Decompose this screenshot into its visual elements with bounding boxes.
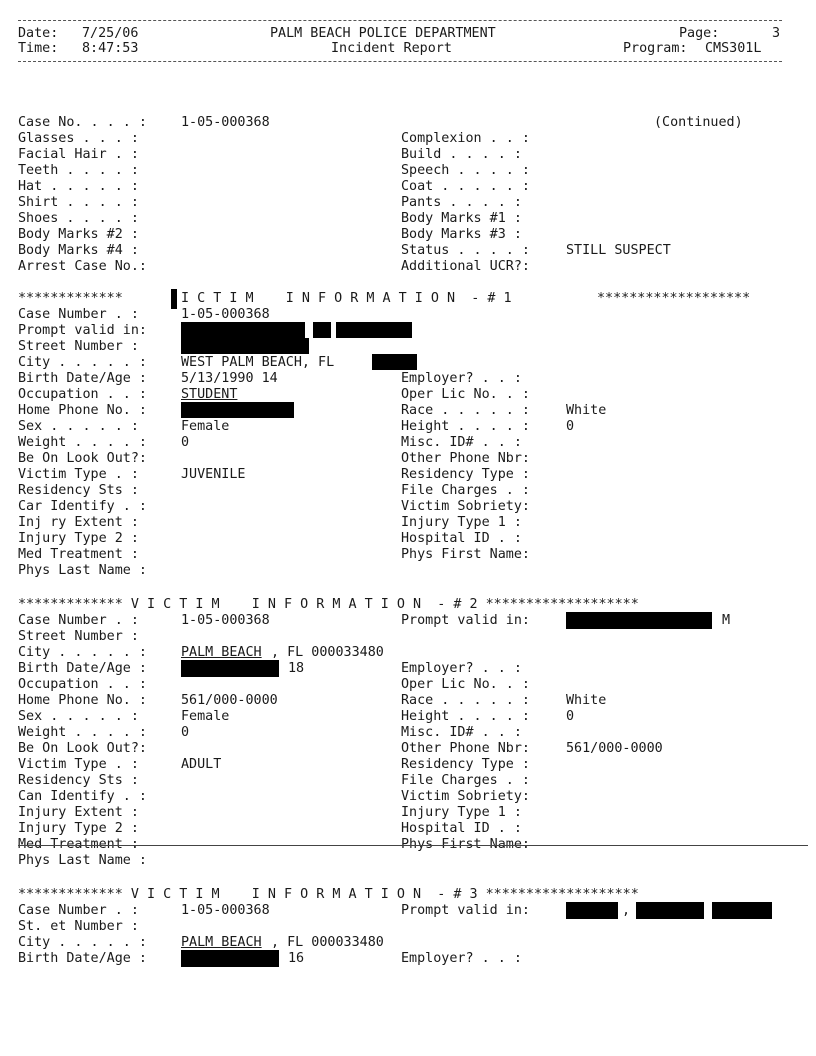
victim2-label: Height . . . . : <box>401 709 530 724</box>
victim1-label: Occupation . . : <box>18 387 147 402</box>
victim3-prompt-label: Prompt valid in: <box>401 903 530 918</box>
redaction-bar <box>336 322 412 338</box>
victim2-banner: ************* V I C T I M I N F O R M A T I O N - # 2 ******************* <box>18 597 639 612</box>
redaction-bar <box>712 902 772 919</box>
victim2-label: Employer? . . : <box>401 661 522 676</box>
suspect-field-label: Pants . . . . : <box>401 195 522 210</box>
victim3-case-number: 1-05-000368 <box>181 903 270 918</box>
victim3-label: Case Number . : <box>18 903 139 918</box>
victim2-city-underlined: PALM BEACH <box>181 645 262 660</box>
suspect-field-label: Body Marks #3 : <box>401 227 522 242</box>
victim3-comma: , <box>622 903 631 918</box>
victim2-label: Hospital ID . : <box>401 821 522 836</box>
redaction-bar <box>181 338 309 354</box>
victim3-label: City . . . . . : <box>18 935 147 950</box>
victim1-label: Sex . . . . . : <box>18 419 139 434</box>
victim1-city: WEST PALM BEACH, FL <box>181 355 335 370</box>
victim2-label: Injury Type 2 : <box>18 821 139 836</box>
header-bottom-rule <box>18 61 782 62</box>
case-no-label: Case No. . . . : <box>18 115 147 130</box>
victim2-label: File Charges . : <box>401 773 530 788</box>
victim1-label: Injury Type 1 : <box>401 515 522 530</box>
victim1-label: Weight . . . . : <box>18 435 147 450</box>
victim3-label: St. et Number : <box>18 919 139 934</box>
victim2-label: Other Phone Nbr: <box>401 741 530 756</box>
victim1-label: Oper Lic No. . : <box>401 387 530 402</box>
victim1-race: White <box>566 403 607 418</box>
victim1-label: Birth Date/Age : <box>18 371 147 386</box>
page-label: Page: <box>679 26 720 41</box>
program-label: Program: <box>623 41 688 56</box>
victim1-label: Hospital ID . : <box>401 531 522 546</box>
victim2-label: Phys First Name: <box>401 837 530 852</box>
victim2-victim-type: ADULT <box>181 757 222 772</box>
victim1-birth-age: 5/13/1990 14 <box>181 371 278 386</box>
victim2-label: Med Treatment : <box>18 837 139 852</box>
victim1-occupation: STUDENT <box>181 387 238 402</box>
victim2-label: Victim Sobriety: <box>401 789 530 804</box>
victim2-prompt-label: Prompt valid in: <box>401 613 530 628</box>
victim2-label: Phys Last Name : <box>18 853 147 868</box>
victim1-label: Be On Look Out?: <box>18 451 147 466</box>
suspect-status-value: STILL SUSPECT <box>566 243 671 258</box>
victim2-label: Sex . . . . . : <box>18 709 139 724</box>
victim1-label: Prompt valid in: <box>18 323 147 338</box>
victim3-city-rest: , FL 000033480 <box>271 935 384 950</box>
victim2-prompt-tail: M <box>722 613 731 628</box>
victim2-label: Injury Type 1 : <box>401 805 522 820</box>
suspect-field-label: Body Marks #2 : <box>18 227 139 242</box>
victim1-label: Victim Type . : <box>18 467 139 482</box>
redaction-bar <box>181 402 294 418</box>
suspect-field-label: Teeth . . . . : <box>18 163 139 178</box>
time-label: Time: <box>18 41 59 56</box>
victim1-label: Residency Sts : <box>18 483 139 498</box>
victim2-label: Misc. ID# . . : <box>401 725 522 740</box>
suspect-field-label: Speech . . . . : <box>401 163 530 178</box>
victim2-city-rest: , FL 000033480 <box>271 645 384 660</box>
victim1-label: Phys Last Name : <box>18 563 147 578</box>
redaction-bar <box>181 660 279 677</box>
redaction-bar <box>372 354 417 370</box>
report-time: 8:47:53 <box>82 41 139 56</box>
victim1-banner-stars-left: ************* <box>18 291 123 306</box>
victim2-label: Residency Type : <box>401 757 530 772</box>
strike-line <box>18 845 808 846</box>
victim2-label: Occupation . . : <box>18 677 147 692</box>
victim1-weight: 0 <box>181 435 190 450</box>
continued-note: (Continued) <box>654 115 743 130</box>
victim2-label: Injury Extent : <box>18 805 139 820</box>
victim2-label: Be On Look Out?: <box>18 741 147 756</box>
header-top-rule <box>18 20 782 21</box>
redaction-bar <box>181 950 279 967</box>
victim1-label: File Charges . : <box>401 483 530 498</box>
suspect-field-label: Facial Hair . : <box>18 147 139 162</box>
victim2-label: City . . . . . : <box>18 645 147 660</box>
report-title: Incident Report <box>331 41 452 56</box>
victim2-sex: Female <box>181 709 230 724</box>
victim2-other-phone: 561/000-0000 <box>566 741 663 756</box>
department-name: PALM BEACH POLICE DEPARTMENT <box>270 26 496 41</box>
victim2-case-number: 1-05-000368 <box>181 613 270 628</box>
victim2-label: Residency Sts : <box>18 773 139 788</box>
scan-mark <box>171 289 177 309</box>
victim1-label: Street Number : <box>18 339 139 354</box>
victim1-height: 0 <box>566 419 575 434</box>
victim2-label: Oper Lic No. . : <box>401 677 530 692</box>
victim2-label: Birth Date/Age : <box>18 661 147 676</box>
redaction-bar <box>566 902 618 919</box>
victim2-home-phone: 561/000-0000 <box>181 693 278 708</box>
page-number: 3 <box>772 26 781 41</box>
victim1-banner-title: I C T I M I N F O R M A T I O N - # 1 <box>181 291 512 306</box>
suspect-field-label: Arrest Case No.: <box>18 259 147 274</box>
suspect-field-label: Shirt . . . . : <box>18 195 139 210</box>
victim1-label: Car Identify . : <box>18 499 147 514</box>
report-date: 7/25/06 <box>82 26 139 41</box>
victim2-race: White <box>566 693 607 708</box>
victim1-label: Phys First Name: <box>401 547 530 562</box>
victim1-label: Inj ry Extent : <box>18 515 139 530</box>
suspect-field-label: Glasses . . . : <box>18 131 139 146</box>
victim1-label: Injury Type 2 : <box>18 531 139 546</box>
redaction-bar <box>566 612 712 629</box>
victim1-label: City . . . . . : <box>18 355 147 370</box>
suspect-field-label: Coat . . . . . : <box>401 179 530 194</box>
redaction-bar <box>313 322 331 338</box>
victim2-height: 0 <box>566 709 575 724</box>
victim1-label: Race . . . . . : <box>401 403 530 418</box>
victim1-label: Height . . . . : <box>401 419 530 434</box>
suspect-field-label: Status . . . . : <box>401 243 530 258</box>
victim1-label: Other Phone Nbr: <box>401 451 530 466</box>
victim2-label: Home Phone No. : <box>18 693 147 708</box>
victim1-label: Employer? . . : <box>401 371 522 386</box>
suspect-field-label: Shoes . . . . : <box>18 211 139 226</box>
victim1-case-number: 1-05-000368 <box>181 307 270 322</box>
victim3-age: 16 <box>288 951 305 966</box>
victim1-label: Med Treatment : <box>18 547 139 562</box>
redaction-bar <box>636 902 704 919</box>
date-label: Date: <box>18 26 59 41</box>
victim3-banner: ************* V I C T I M I N F O R M A T I O N - # 3 ******************* <box>18 887 639 902</box>
suspect-field-label: Build . . . . : <box>401 147 522 162</box>
case-no-value: 1-05-000368 <box>181 115 270 130</box>
victim2-label: Can Identify . : <box>18 789 147 804</box>
victim1-label: Misc. ID# . . : <box>401 435 522 450</box>
suspect-field-label: Body Marks #1 : <box>401 211 522 226</box>
suspect-field-label: Body Marks #4 : <box>18 243 139 258</box>
victim1-label: Case Number . : <box>18 307 139 322</box>
victim1-label: Residency Type : <box>401 467 530 482</box>
victim2-age: 18 <box>288 661 305 676</box>
suspect-field-label: Additional UCR?: <box>401 259 530 274</box>
victim2-label: Case Number . : <box>18 613 139 628</box>
victim1-victim-type: JUVENILE <box>181 467 246 482</box>
victim2-label: Race . . . . . : <box>401 693 530 708</box>
victim2-weight: 0 <box>181 725 190 740</box>
suspect-field-label: Hat . . . . . : <box>18 179 139 194</box>
victim2-label: Victim Type . : <box>18 757 139 772</box>
victim1-label: Victim Sobriety: <box>401 499 530 514</box>
victim2-label: Weight . . . . : <box>18 725 147 740</box>
victim1-label: Home Phone No. : <box>18 403 147 418</box>
victim1-banner-stars-right: ******************* <box>597 291 751 306</box>
victim2-label: Street Number : <box>18 629 139 644</box>
suspect-field-label: Complexion . . : <box>401 131 530 146</box>
victim3-employer-label: Employer? . . : <box>401 951 522 966</box>
victim1-sex: Female <box>181 419 230 434</box>
program-id: CMS301L <box>705 41 762 56</box>
victim3-city-underlined: PALM BEACH <box>181 935 262 950</box>
victim3-label: Birth Date/Age : <box>18 951 147 966</box>
redaction-bar <box>181 322 305 338</box>
